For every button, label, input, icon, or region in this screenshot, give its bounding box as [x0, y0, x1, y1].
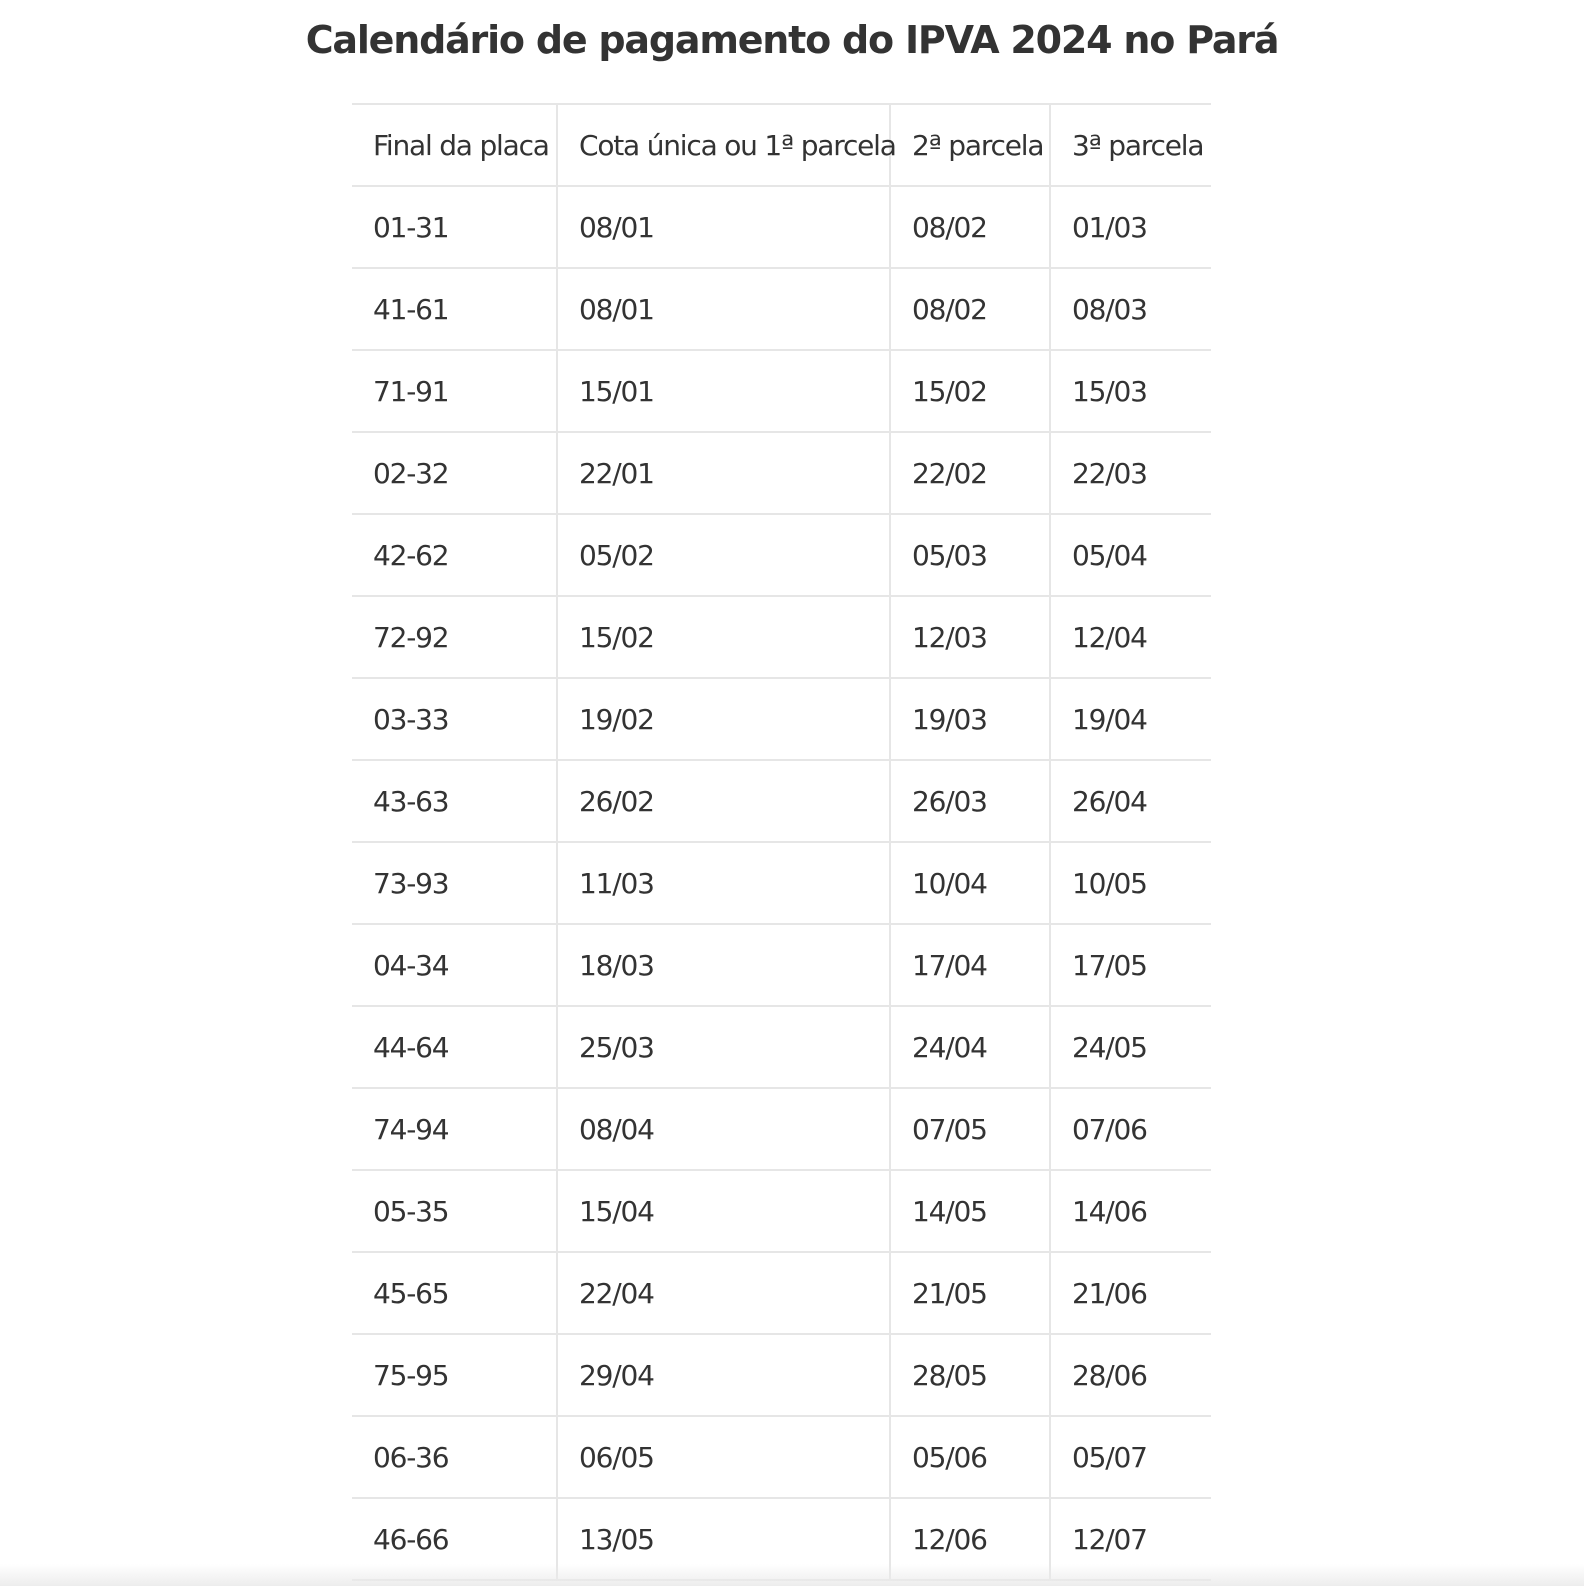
- cell-cota-unica: 29/04: [557, 1334, 890, 1416]
- cell-segunda-parcela: 12/06: [890, 1498, 1050, 1580]
- header-final-da-placa: Final da placa: [352, 104, 557, 186]
- cell-segunda-parcela: 08/02: [890, 268, 1050, 350]
- cell-segunda-parcela: 10/04: [890, 842, 1050, 924]
- table-row: [352, 186, 1211, 268]
- cell-segunda-parcela: 14/05: [890, 1170, 1050, 1252]
- cell-final-da-placa: 71-91: [352, 350, 557, 432]
- cell-final-da-placa: 01-31: [352, 186, 557, 268]
- table-row: [352, 1088, 1211, 1170]
- cell-final-da-placa: 05-35: [352, 1170, 557, 1252]
- cell-final-da-placa: 04-34: [352, 924, 557, 1006]
- cell-cota-unica: 15/02: [557, 596, 890, 678]
- cell-cota-unica: 18/03: [557, 924, 890, 1006]
- payment-calendar-table: [352, 103, 1211, 1581]
- cell-segunda-parcela: 22/02: [890, 432, 1050, 514]
- cell-final-da-placa: 43-63: [352, 760, 557, 842]
- cell-terceira-parcela: 26/04: [1050, 760, 1211, 842]
- cell-final-da-placa: 74-94: [352, 1088, 557, 1170]
- cell-segunda-parcela: 24/04: [890, 1006, 1050, 1088]
- bottom-fade-divider: [0, 1564, 1584, 1586]
- cell-terceira-parcela: 15/03: [1050, 350, 1211, 432]
- cell-terceira-parcela: 12/04: [1050, 596, 1211, 678]
- cell-terceira-parcela: 14/06: [1050, 1170, 1211, 1252]
- cell-terceira-parcela: 05/04: [1050, 514, 1211, 596]
- header-cota-unica: Cota única ou 1ª parcela: [557, 104, 890, 186]
- cell-final-da-placa: 41-61: [352, 268, 557, 350]
- cell-cota-unica: 25/03: [557, 1006, 890, 1088]
- table-row: [352, 432, 1211, 514]
- table-row: [352, 1252, 1211, 1334]
- cell-final-da-placa: 02-32: [352, 432, 557, 514]
- cell-cota-unica: 26/02: [557, 760, 890, 842]
- cell-cota-unica: 05/02: [557, 514, 890, 596]
- cell-segunda-parcela: 12/03: [890, 596, 1050, 678]
- cell-terceira-parcela: 08/03: [1050, 268, 1211, 350]
- table-row: [352, 514, 1211, 596]
- cell-terceira-parcela: 01/03: [1050, 186, 1211, 268]
- cell-terceira-parcela: 07/06: [1050, 1088, 1211, 1170]
- cell-segunda-parcela: 05/03: [890, 514, 1050, 596]
- table-row: [352, 924, 1211, 1006]
- cell-segunda-parcela: 05/06: [890, 1416, 1050, 1498]
- cell-segunda-parcela: 28/05: [890, 1334, 1050, 1416]
- cell-final-da-placa: 73-93: [352, 842, 557, 924]
- cell-final-da-placa: 46-66: [352, 1498, 557, 1580]
- cell-cota-unica: 11/03: [557, 842, 890, 924]
- cell-cota-unica: 15/01: [557, 350, 890, 432]
- cell-final-da-placa: 03-33: [352, 678, 557, 760]
- cell-final-da-placa: 72-92: [352, 596, 557, 678]
- table-row: [352, 760, 1211, 842]
- cell-segunda-parcela: 07/05: [890, 1088, 1050, 1170]
- cell-cota-unica: 19/02: [557, 678, 890, 760]
- cell-terceira-parcela: 21/06: [1050, 1252, 1211, 1334]
- cell-cota-unica: 22/04: [557, 1252, 890, 1334]
- table-row: [352, 1416, 1211, 1498]
- cell-cota-unica: 08/04: [557, 1088, 890, 1170]
- table-row: [352, 596, 1211, 678]
- table-row: [352, 350, 1211, 432]
- table-row: [352, 268, 1211, 350]
- cell-terceira-parcela: 05/07: [1050, 1416, 1211, 1498]
- cell-final-da-placa: 45-65: [352, 1252, 557, 1334]
- table-row: [352, 1006, 1211, 1088]
- cell-final-da-placa: 06-36: [352, 1416, 557, 1498]
- cell-segunda-parcela: 21/05: [890, 1252, 1050, 1334]
- header-terceira-parcela: 3ª parcela: [1050, 104, 1211, 186]
- page-title: Calendário de pagamento do IPVA 2024 no Pará: [305, 18, 1279, 62]
- table-row: [352, 842, 1211, 924]
- cell-terceira-parcela: 22/03: [1050, 432, 1211, 514]
- cell-segunda-parcela: 26/03: [890, 760, 1050, 842]
- cell-cota-unica: 06/05: [557, 1416, 890, 1498]
- cell-segunda-parcela: 15/02: [890, 350, 1050, 432]
- cell-final-da-placa: 75-95: [352, 1334, 557, 1416]
- table-row: [352, 1334, 1211, 1416]
- cell-terceira-parcela: 12/07: [1050, 1498, 1211, 1580]
- cell-cota-unica: 08/01: [557, 268, 890, 350]
- cell-segunda-parcela: 17/04: [890, 924, 1050, 1006]
- cell-final-da-placa: 42-62: [352, 514, 557, 596]
- cell-terceira-parcela: 28/06: [1050, 1334, 1211, 1416]
- cell-terceira-parcela: 19/04: [1050, 678, 1211, 760]
- cell-cota-unica: 13/05: [557, 1498, 890, 1580]
- cell-cota-unica: 15/04: [557, 1170, 890, 1252]
- table-header-row: [352, 104, 1211, 186]
- cell-segunda-parcela: 19/03: [890, 678, 1050, 760]
- cell-segunda-parcela: 08/02: [890, 186, 1050, 268]
- cell-cota-unica: 08/01: [557, 186, 890, 268]
- table-row: [352, 678, 1211, 760]
- cell-terceira-parcela: 17/05: [1050, 924, 1211, 1006]
- cell-terceira-parcela: 10/05: [1050, 842, 1211, 924]
- table-row: [352, 1170, 1211, 1252]
- header-segunda-parcela: 2ª parcela: [890, 104, 1050, 186]
- cell-final-da-placa: 44-64: [352, 1006, 557, 1088]
- cell-terceira-parcela: 24/05: [1050, 1006, 1211, 1088]
- cell-cota-unica: 22/01: [557, 432, 890, 514]
